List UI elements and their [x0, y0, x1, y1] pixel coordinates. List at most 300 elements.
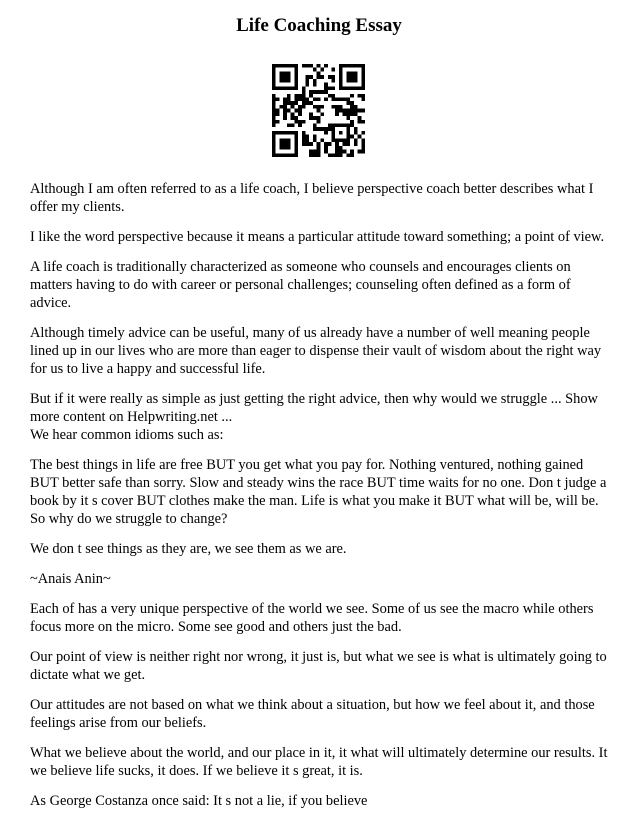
- qr-module: [305, 138, 309, 142]
- qr-module: [354, 105, 358, 109]
- qr-module: [343, 86, 347, 90]
- qr-module: [287, 138, 291, 142]
- qr-module: [305, 75, 309, 79]
- qr-module: [339, 109, 343, 113]
- paragraph: We hear common idioms such as:: [30, 427, 224, 443]
- paragraph: But if it were really as simple as just getting the right advice, then why would we struggle ... Show more content on Helpwriting.net ...: [30, 391, 598, 425]
- qr-module: [346, 101, 350, 105]
- qr-module: [350, 150, 354, 154]
- qr-module: [294, 75, 298, 79]
- qr-module: [283, 101, 287, 105]
- qr-module: [317, 90, 321, 94]
- qr-module: [279, 79, 283, 83]
- qr-module: [272, 135, 276, 139]
- qr-module: [324, 127, 328, 131]
- qr-module: [317, 105, 321, 109]
- qr-module: [309, 116, 313, 120]
- qr-module: [302, 135, 306, 139]
- qr-module: [283, 71, 287, 75]
- qr-module: [302, 105, 306, 109]
- qr-module: [339, 68, 343, 72]
- qr-module: [294, 116, 298, 120]
- qr-module: [320, 75, 324, 79]
- qr-module: [287, 71, 291, 75]
- qr-module: [279, 64, 283, 68]
- qr-module: [272, 86, 276, 90]
- qr-module: [272, 142, 276, 146]
- qr-module: [317, 116, 321, 120]
- qr-module: [294, 68, 298, 72]
- paragraph: So why do we struggle to change?: [30, 511, 228, 527]
- qr-module: [346, 127, 350, 131]
- qr-module: [305, 97, 309, 101]
- qr-module: [335, 153, 339, 157]
- qr-module: [350, 101, 354, 105]
- qr-module: [309, 64, 313, 68]
- qr-module: [272, 68, 276, 72]
- qr-module: [276, 109, 280, 113]
- qr-module: [305, 135, 309, 139]
- qr-module: [332, 127, 336, 131]
- qr-module: [350, 135, 354, 139]
- qr-module: [324, 97, 328, 101]
- qr-module: [332, 124, 336, 128]
- qr-module: [320, 68, 324, 72]
- qr-module: [283, 112, 287, 116]
- qr-module: [343, 138, 347, 142]
- qr-module: [298, 124, 302, 128]
- qr-module: [346, 109, 350, 113]
- qr-module: [361, 146, 365, 150]
- qr-module: [313, 90, 317, 94]
- paragraph: Although I am often referred to as a life coach, I believe perspective coach better describes what I offer my clients.: [30, 181, 594, 215]
- qr-module: [354, 75, 358, 79]
- qr-module: [287, 146, 291, 150]
- qr-module: [358, 135, 362, 139]
- qr-module: [283, 116, 287, 120]
- qr-module: [361, 109, 365, 113]
- qr-module: [291, 112, 295, 116]
- qr-module: [343, 142, 347, 146]
- qr-module: [339, 71, 343, 75]
- qr-module: [298, 105, 302, 109]
- qr-module: [346, 153, 350, 157]
- qr-module: [272, 120, 276, 124]
- qr-module: [283, 146, 287, 150]
- qr-module: [272, 112, 276, 116]
- qr-module: [354, 127, 358, 131]
- qr-module: [298, 94, 302, 98]
- qr-module: [346, 116, 350, 120]
- qr-module: [335, 112, 339, 116]
- qr-module: [302, 142, 306, 146]
- qr-module: [313, 105, 317, 109]
- qr-module: [350, 109, 354, 113]
- qr-module: [313, 124, 317, 128]
- qr-module: [272, 105, 276, 109]
- qr-module: [276, 153, 280, 157]
- qr-module: [313, 97, 317, 101]
- qr-module: [343, 97, 347, 101]
- qr-module: [317, 142, 321, 146]
- qr-module: [350, 94, 354, 98]
- qr-module: [291, 124, 295, 128]
- qr-module: [302, 90, 306, 94]
- qr-module: [346, 97, 350, 101]
- qr-module: [294, 146, 298, 150]
- qr-module: [343, 64, 347, 68]
- qr-module: [302, 86, 306, 90]
- qr-module: [350, 153, 354, 157]
- qr-module: [279, 153, 283, 157]
- qr-module: [317, 109, 321, 113]
- qr-module: [350, 64, 354, 68]
- paragraph: As George Costanza once said: It s not a lie, if you believe: [30, 793, 368, 809]
- qr-module: [283, 79, 287, 83]
- page-title: Life Coaching Essay: [236, 15, 402, 36]
- qr-module: [305, 101, 309, 105]
- qr-module: [287, 142, 291, 146]
- qr-module: [354, 138, 358, 142]
- qr-module: [302, 138, 306, 142]
- qr-module: [283, 97, 287, 101]
- paragraph: Our point of view is neither right nor wrong, it just is, but what we see is what is ultimately going to dictate what we get.: [30, 649, 607, 683]
- qr-module: [324, 142, 328, 146]
- qr-module: [287, 131, 291, 135]
- qr-module: [276, 86, 280, 90]
- qr-module: [328, 153, 332, 157]
- qr-module: [279, 146, 283, 150]
- qr-module: [361, 131, 365, 135]
- qr-module: [339, 86, 343, 90]
- qr-module: [324, 86, 328, 90]
- qr-module: [294, 83, 298, 87]
- qr-module: [309, 75, 313, 79]
- qr-module: [317, 146, 321, 150]
- qr-module: [272, 97, 276, 101]
- qr-module: [287, 101, 291, 105]
- qr-module: [283, 153, 287, 157]
- qr-module: [309, 112, 313, 116]
- qr-module: [343, 109, 347, 113]
- qr-module: [283, 86, 287, 90]
- qr-module: [302, 120, 306, 124]
- qr-module: [339, 131, 343, 135]
- qr-module: [324, 90, 328, 94]
- qr-module: [332, 135, 336, 139]
- qr-module: [343, 124, 347, 128]
- qr-module: [272, 83, 276, 87]
- qr-module: [361, 79, 365, 83]
- qr-module: [305, 142, 309, 146]
- qr-module: [339, 105, 343, 109]
- qr-module: [324, 64, 328, 68]
- qr-module: [309, 101, 313, 105]
- qr-module: [272, 138, 276, 142]
- qr-module: [350, 105, 354, 109]
- qr-module: [294, 97, 298, 101]
- qr-module: [346, 142, 350, 146]
- paragraph: Although timely advice can be useful, many of us already have a number of well meaning people lined up in our lives who are more than eager to dispense their vault of wisdom about the right way for us to live a happy and successful life.: [30, 325, 602, 377]
- qr-module: [283, 138, 287, 142]
- qr-module: [328, 94, 332, 98]
- qr-module: [350, 112, 354, 116]
- qr-module: [339, 79, 343, 83]
- qr-module: [294, 86, 298, 90]
- qr-module: [332, 94, 336, 98]
- qr-module: [272, 71, 276, 75]
- qr-module: [317, 75, 321, 79]
- qr-module: [313, 135, 317, 139]
- qr-module: [328, 124, 332, 128]
- qr-module: [276, 112, 280, 116]
- qr-module: [339, 146, 343, 150]
- qr-module: [354, 112, 358, 116]
- qr-module: [361, 86, 365, 90]
- qr-module: [354, 86, 358, 90]
- qr-module: [305, 79, 309, 83]
- qr-module: [294, 153, 298, 157]
- paragraph: The best things in life are free BUT you get what you pay for. Nothing ventured, nothing gained BUT better safe than sorry. Slow and steady wins the race BUT time waits for no one. Don t judge a book by it s cover BUT clothes make the man. Life is what you make it BUT what will be, will be.: [30, 457, 607, 509]
- qr-module: [320, 90, 324, 94]
- qr-module: [287, 153, 291, 157]
- qr-module: [324, 146, 328, 150]
- qr-module: [354, 79, 358, 83]
- qr-module: [317, 150, 321, 154]
- qr-module: [298, 109, 302, 113]
- qr-module: [335, 124, 339, 128]
- qr-module: [350, 86, 354, 90]
- qr-module: [346, 138, 350, 142]
- qr-module: [317, 71, 321, 75]
- qr-module: [339, 75, 343, 79]
- qr-module: [272, 131, 276, 135]
- qr-module: [279, 86, 283, 90]
- qr-module: [332, 75, 336, 79]
- qr-module: [283, 131, 287, 135]
- qr-module: [350, 120, 354, 124]
- qr-module: [279, 71, 283, 75]
- qr-module: [335, 138, 339, 142]
- qr-module: [294, 71, 298, 75]
- qr-module: [354, 109, 358, 113]
- qr-module: [354, 64, 358, 68]
- qr-module: [361, 83, 365, 87]
- qr-module: [309, 90, 313, 94]
- qr-module: [320, 112, 324, 116]
- qr-module: [291, 131, 295, 135]
- qr-module: [313, 116, 317, 120]
- qr-module: [320, 105, 324, 109]
- qr-module: [302, 64, 306, 68]
- qr-module: [313, 79, 317, 83]
- qr-module: [272, 153, 276, 157]
- qr-module: [294, 131, 298, 135]
- qr-module: [361, 150, 365, 154]
- qr-module: [279, 142, 283, 146]
- qr-module: [276, 131, 280, 135]
- qr-module: [335, 105, 339, 109]
- qr-module: [309, 153, 313, 157]
- qr-module: [339, 138, 343, 142]
- qr-module: [328, 86, 332, 90]
- qr-module: [317, 97, 321, 101]
- qr-module: [358, 109, 362, 113]
- paragraph: A life coach is traditionally characterized as someone who counsels and encourages clients on matters having to do with career or personal challenges; counseling often defined as a form of advice.: [30, 259, 571, 311]
- qr-module: [346, 79, 350, 83]
- qr-module: [309, 94, 313, 98]
- qr-module: [294, 101, 298, 105]
- paragraph: ~Anais Anin~: [30, 571, 111, 587]
- paragraph: Each of has a very unique perspective of the world we see. Some of us see the macro while others focus more on the micro. Some see good and others just the bad.: [30, 601, 594, 635]
- qr-module: [335, 146, 339, 150]
- qr-module: [346, 135, 350, 139]
- qr-module: [283, 109, 287, 113]
- qr-module: [272, 116, 276, 120]
- qr-module: [302, 101, 306, 105]
- qr-module: [287, 86, 291, 90]
- qr-module: [328, 75, 332, 79]
- qr-module: [313, 150, 317, 154]
- qr-module: [283, 142, 287, 146]
- qr-module: [313, 83, 317, 87]
- qr-module: [298, 97, 302, 101]
- qr-module: [276, 64, 280, 68]
- qr-module: [346, 86, 350, 90]
- qr-module: [320, 127, 324, 131]
- qr-module: [361, 71, 365, 75]
- qr-module: [354, 131, 358, 135]
- qr-code: [272, 64, 365, 157]
- qr-module: [291, 64, 295, 68]
- qr-module: [279, 105, 283, 109]
- qr-module: [291, 86, 295, 90]
- qr-module: [332, 138, 336, 142]
- qr-module: [317, 153, 321, 157]
- qr-module: [350, 124, 354, 128]
- qr-module: [324, 150, 328, 154]
- qr-module: [358, 116, 362, 120]
- qr-module: [276, 97, 280, 101]
- qr-module: [283, 64, 287, 68]
- qr-module: [339, 97, 343, 101]
- qr-module: [291, 105, 295, 109]
- qr-module: [332, 68, 336, 72]
- qr-module: [313, 138, 317, 142]
- qr-module: [332, 79, 336, 83]
- qr-module: [346, 112, 350, 116]
- qr-module: [309, 142, 313, 146]
- qr-code-icon: [272, 64, 365, 157]
- qr-module: [339, 153, 343, 157]
- qr-module: [287, 109, 291, 113]
- qr-module: [272, 146, 276, 150]
- qr-module: [287, 79, 291, 83]
- paragraph: I like the word perspective because it means a particular attitude toward something; a point of view.: [30, 229, 605, 245]
- qr-module: [335, 150, 339, 154]
- qr-module: [287, 97, 291, 101]
- qr-module: [339, 83, 343, 87]
- qr-module: [309, 150, 313, 154]
- qr-module: [283, 75, 287, 79]
- qr-module: [346, 131, 350, 135]
- essay-body: [30, 180, 612, 822]
- qr-module: [332, 105, 336, 109]
- qr-module: [272, 150, 276, 154]
- paragraph: What we believe about the world, and our place in it, it what will ultimately determine our results. It we believe life sucks, it does. If we believe it s great, it is.: [30, 745, 608, 779]
- qr-module: [294, 79, 298, 83]
- qr-module: [272, 75, 276, 79]
- qr-module: [361, 68, 365, 72]
- paragraph: Our attitudes are not based on what we think about a situation, but how we feel about it, and those feelings arise from our beliefs.: [30, 697, 595, 731]
- qr-module: [358, 150, 362, 154]
- qr-module: [324, 83, 328, 87]
- qr-module: [354, 71, 358, 75]
- qr-module: [294, 109, 298, 113]
- qr-module: [279, 138, 283, 142]
- qr-module: [287, 94, 291, 98]
- qr-module: [313, 153, 317, 157]
- qr-module: [346, 71, 350, 75]
- qr-module: [361, 97, 365, 101]
- qr-module: [358, 86, 362, 90]
- qr-module: [343, 150, 347, 154]
- qr-module: [294, 94, 298, 98]
- qr-module: [324, 131, 328, 135]
- qr-module: [320, 138, 324, 142]
- qr-module: [332, 131, 336, 135]
- qr-module: [287, 75, 291, 79]
- qr-module: [279, 75, 283, 79]
- qr-module: [346, 75, 350, 79]
- qr-module: [358, 94, 362, 98]
- qr-module: [305, 83, 309, 87]
- qr-module: [361, 75, 365, 79]
- qr-module: [317, 120, 321, 124]
- qr-module: [298, 112, 302, 116]
- qr-module: [272, 109, 276, 113]
- qr-module: [313, 127, 317, 131]
- qr-module: [287, 124, 291, 128]
- qr-module: [294, 64, 298, 68]
- qr-module: [361, 138, 365, 142]
- qr-module: [272, 64, 276, 68]
- qr-module: [328, 127, 332, 131]
- qr-module: [339, 124, 343, 128]
- qr-module: [294, 150, 298, 154]
- qr-module: [298, 120, 302, 124]
- qr-module: [343, 112, 347, 116]
- qr-module: [332, 86, 336, 90]
- qr-module: [294, 135, 298, 139]
- qr-module: [291, 153, 295, 157]
- qr-module: [361, 120, 365, 124]
- qr-module: [302, 131, 306, 135]
- qr-module: [335, 109, 339, 113]
- qr-module: [332, 97, 336, 101]
- qr-module: [294, 120, 298, 124]
- qr-module: [283, 105, 287, 109]
- qr-module: [279, 131, 283, 135]
- qr-module: [294, 138, 298, 142]
- qr-module: [339, 64, 343, 68]
- qr-module: [317, 64, 321, 68]
- qr-module: [287, 64, 291, 68]
- qr-module: [346, 124, 350, 128]
- qr-module: [313, 68, 317, 72]
- qr-module: [335, 97, 339, 101]
- qr-module: [272, 94, 276, 98]
